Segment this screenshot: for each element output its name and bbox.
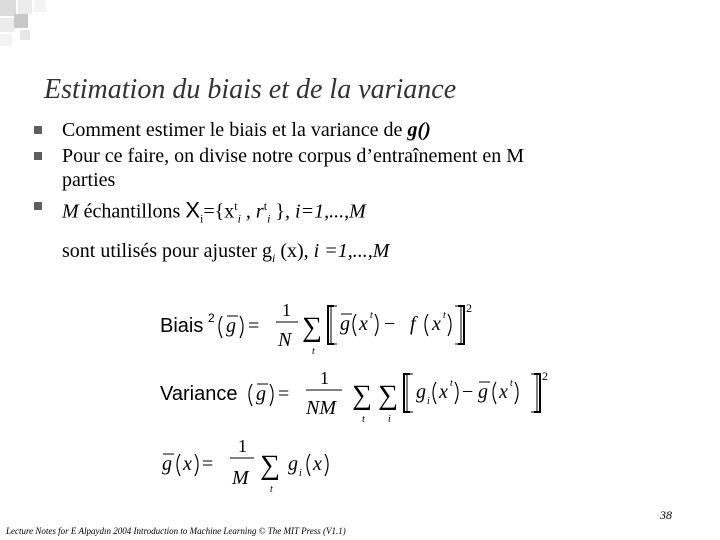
svg-text:∑: ∑ — [302, 312, 322, 343]
page-number: 38 — [660, 508, 672, 522]
bullet-item: Pour ce faire, on divise notre corpus d’entraînement en M parties — [34, 144, 694, 192]
svg-text:−: − — [462, 381, 474, 403]
svg-text:NM: NM — [306, 397, 336, 419]
svg-text:=: = — [278, 383, 290, 405]
svg-text:∑: ∑ — [378, 380, 398, 411]
svg-text:g: g — [256, 383, 266, 405]
svg-text:N: N — [278, 329, 292, 351]
svg-text:=: = — [248, 315, 260, 337]
svg-text:g: g — [416, 381, 426, 403]
svg-text:1: 1 — [282, 300, 291, 320]
svg-text:t: t — [362, 414, 365, 425]
svg-text:g: g — [340, 313, 350, 335]
bias-equation — [156, 296, 486, 365]
svg-text:t: t — [450, 378, 453, 389]
svg-text:1: 1 — [320, 368, 329, 388]
svg-text:t: t — [312, 346, 315, 357]
svg-text:g: g — [478, 381, 488, 403]
svg-text:t: t — [510, 378, 513, 389]
svg-text:g: g — [162, 453, 172, 475]
average-equation — [156, 436, 356, 505]
svg-text:=: = — [202, 453, 214, 475]
bullet-list — [34, 118, 694, 270]
svg-text:x: x — [499, 381, 508, 403]
svg-text:x: x — [183, 453, 192, 475]
svg-text:∑: ∑ — [260, 450, 280, 481]
svg-text:∑: ∑ — [352, 380, 372, 411]
svg-text:i: i — [299, 468, 302, 479]
svg-text:2: 2 — [542, 369, 548, 383]
slide-title: Estimation du biais et de la variance — [44, 74, 457, 105]
variance-equation — [156, 366, 566, 435]
bullet-square-icon — [34, 126, 42, 134]
svg-text:−: − — [384, 313, 396, 335]
svg-text:1: 1 — [238, 436, 247, 456]
svg-text:t: t — [443, 310, 446, 321]
bullet-square-icon — [34, 202, 42, 210]
svg-text:2: 2 — [466, 301, 472, 315]
svg-text:2: 2 — [208, 311, 215, 325]
svg-text:x: x — [359, 313, 368, 335]
svg-text:Variance: Variance — [160, 383, 238, 405]
svg-text:x: x — [432, 313, 441, 335]
svg-text:g: g — [226, 315, 236, 337]
svg-text:x: x — [313, 453, 322, 475]
svg-text:M: M — [232, 467, 249, 489]
bullet-item: Comment estimer le biais et la variance de g() — [34, 118, 694, 142]
bullet-item: M échantillons $X_i=\{x^t_i$ , $r^t_i$ }, i=1,...,M — [34, 194, 694, 231]
svg-text:t: t — [270, 484, 273, 495]
svg-text:Biais: Biais — [160, 315, 204, 337]
svg-text:g: g — [288, 453, 298, 475]
svg-text:x: x — [439, 381, 448, 403]
bullet-square-icon — [34, 152, 42, 160]
svg-text:t: t — [370, 310, 373, 321]
bullet-continuation: sont utilisés pour ajuster $g_i$ (x), i =1,...,M — [62, 239, 390, 265]
svg-text:i: i — [427, 396, 430, 407]
footer-credit: Lecture Notes for E Alpaydın 2004 Introduction to Machine Learning © The MIT Press (V1.1) — [6, 526, 346, 536]
svg-text:f: f — [410, 313, 416, 335]
svg-text:i: i — [388, 414, 391, 425]
